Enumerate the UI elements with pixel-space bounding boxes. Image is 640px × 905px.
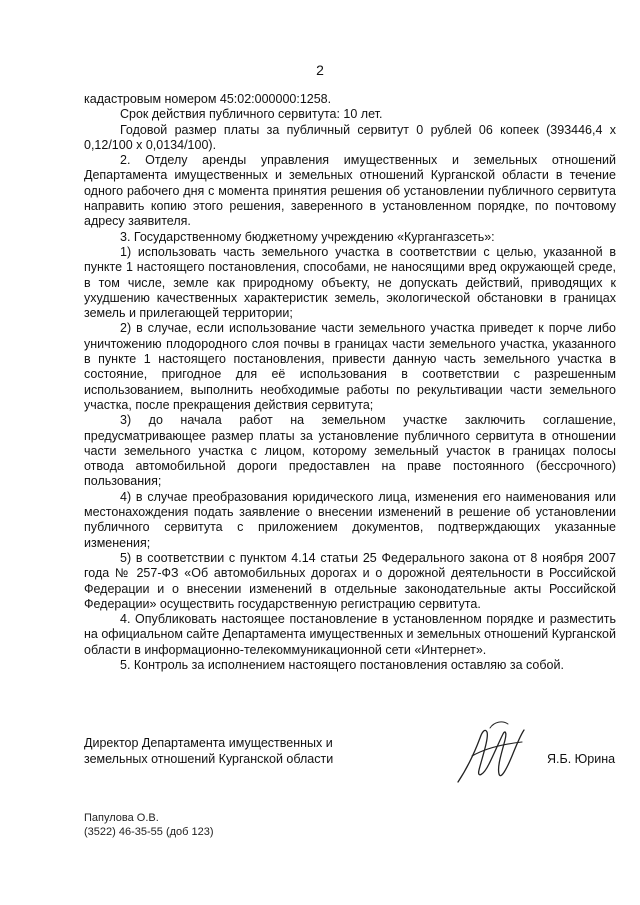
body-paragraph: 4. Опубликовать настоящее постановление в установленном порядке и разместить на официальном сайте Департамента имущественных и земельных отношений Курганской области в информационно-телекоммуникационной сети «Интернет». <box>84 612 616 657</box>
body-paragraph: кадастровым номером 45:02:000000:1258. <box>84 92 332 106</box>
signatory-name: Я.Б. Юрина <box>547 752 616 766</box>
executor-phone: (3522) 46-35-55 (доб 123) <box>84 826 214 838</box>
handwritten-signature <box>452 718 536 790</box>
body-paragraph: Срок действия публичного сервитута: 10 лет. <box>120 107 383 122</box>
body-paragraph: 5. Контроль за исполнением настоящего постановления оставляю за собой. <box>120 657 564 672</box>
signatory-title <box>84 735 384 767</box>
signatory-title-line: земельных отношений Курганской области <box>84 752 334 766</box>
page-number: 2 <box>316 62 324 78</box>
body-paragraph: 2) в случае, если использование части земельного участка приведет к порче либо уничтожению плодородного слоя почвы в границах части земельного участка, указанного в пункте 1 настоящего постановления, привести данную часть земельного участка в состояние, пригодное для её использования в соответствии с разрешенным использованием, выполнить необходимые работы по рекультивации части земельного участка, после прекращения действия сервитута; <box>84 321 616 412</box>
body-paragraph: 3. Государственному бюджетному учреждению «Кургангазсеть»: <box>120 229 495 244</box>
signatory-title-line: Директор Департамента имущественных и <box>84 736 333 750</box>
executor-name: Папулова О.В. <box>84 812 159 824</box>
executor-info <box>84 811 214 839</box>
document-body <box>84 92 616 673</box>
body-paragraph: 2. Отделу аренды управления имущественных и земельных отношений Департамента имущественных и земельных отношений Курганской области в течение одного рабочего дня с момента принятия решения об установлении публичного сервитута направить копию этого решения, заверенного в установленном порядке, по почтовому адресу заявителя. <box>84 153 616 229</box>
body-paragraph: 5) в соответствии с пунктом 4.14 статьи 25 Федерального закона от 8 ноября 2007 года № 257-ФЗ «Об автомобильных дорогах и о дорожной деятельности в Российской Федерации и о внесении изменений в отдельные законодательные акты Российской Федерации» осуществить государственную регистрацию сервитута. <box>84 550 616 611</box>
body-paragraph: Годовой размер платы за публичный сервитут 0 рублей 06 копеек (393446,4 х 0,12/100 х 0,0134/100). <box>84 122 616 152</box>
body-paragraph: 1) использовать часть земельного участка в соответствии с целью, указанной в пункте 1 настоящего постановления, способами, не наносящими вред окружающей среде, в том числе, земле как природному объекту, не допускать действий, приводящих к ухудшению качественных характеристик земель, экологической обстановки в границах земель и прилегающей территории; <box>84 244 616 321</box>
body-paragraph: 4) в случае преобразования юридического лица, изменения его наименования или местонахождения подать заявление о внесении изменений в решение об установлении публичного сервитута с приложением документов, подтверждающих указанные изменения; <box>84 489 616 550</box>
body-paragraph: 3) до начала работ на земельном участке заключить соглашение, предусматривающее размер платы за установление публичного сервитута в отношении части земельного участка с лицом, которому земельный участок в границах полосы отвода автомобильной дороги предоставлен на праве постоянного (бессрочного) пользования; <box>84 413 616 489</box>
